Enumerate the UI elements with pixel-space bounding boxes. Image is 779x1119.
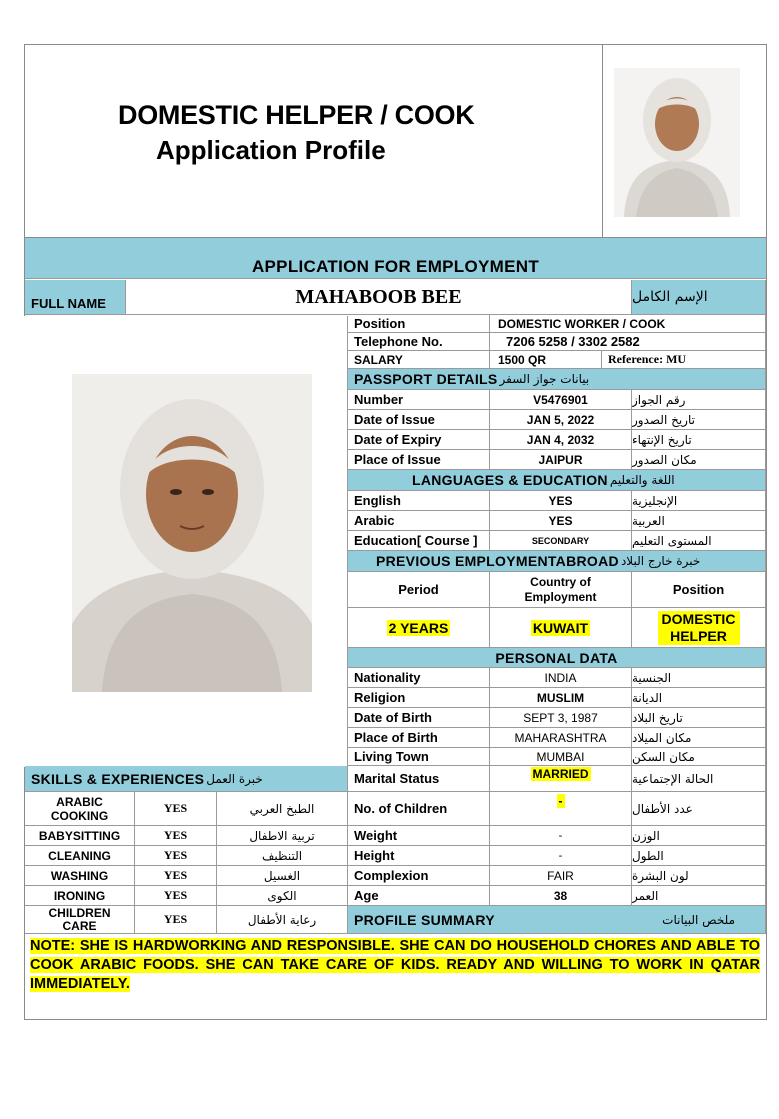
dob-label: Date of Birth — [348, 708, 490, 728]
passport-expiry-value: JAN 4, 2032 — [490, 430, 632, 450]
col-period: Period — [348, 572, 490, 608]
passport-number-value: V5476901 — [490, 390, 632, 410]
skill-children-care-label: CHILDREN CARE — [25, 906, 135, 934]
skill-arabic-cooking-value: YES — [135, 792, 217, 826]
skill-ironing-ar: الكوى — [217, 886, 348, 906]
passport-expiry-label: Date of Expiry — [348, 430, 490, 450]
salary-label: SALARY — [348, 351, 490, 369]
profile-note-text: NOTE: SHE IS HARDWORKING AND RESPONSIBLE. SHE CAN DO HOUSEHOLD CHORES AND ABLE TO COOK ARABIC FOODS. SHE CAN TAKE CARE OF KIDS. READY AND WILLING TO WORK IN QATAR IMMEDIATELY. — [30, 938, 760, 992]
prev-country-cell — [490, 608, 632, 648]
living-town-ar: مكان السكن — [632, 748, 766, 766]
dob-ar: تاريخ البلاد — [632, 708, 766, 728]
prev-position-cell — [632, 608, 766, 648]
header-subtitle: Application Profile — [156, 135, 386, 165]
passport-number-label: Number — [348, 390, 490, 410]
col-position: Position — [632, 572, 766, 608]
marital-label: Marital Status — [348, 766, 490, 792]
complexion-ar: لون البشرة — [632, 866, 766, 886]
education-label: Education[ Course ] — [348, 531, 490, 551]
age-value: 38 — [490, 886, 632, 906]
complexion-label: Complexion — [348, 866, 490, 886]
passport-issue-value: JAN 5, 2022 — [490, 410, 632, 430]
pob-ar: مكان الميلاد — [632, 728, 766, 748]
height-value: - — [490, 846, 632, 866]
prev-country-value: KUWAIT — [532, 619, 589, 636]
skill-arabic-cooking-ar: الطبخ العربي — [217, 792, 348, 826]
children-label: No. of Children — [348, 792, 490, 826]
full-name-value: MAHABOOB BEE — [126, 280, 632, 315]
skill-cleaning-label: CLEANING — [25, 846, 135, 866]
position-label: Position — [348, 315, 490, 333]
pob-value: MAHARASHTRA — [490, 728, 632, 748]
complexion-value: FAIR — [490, 866, 632, 886]
skill-babysitting-label: BABYSITTING — [25, 826, 135, 846]
passport-place-ar: مكان الصدور — [632, 450, 766, 470]
height-label: Height — [348, 846, 490, 866]
weight-ar: الوزن — [632, 826, 766, 846]
skill-children-care-ar: رعاية الأطفال — [217, 906, 348, 934]
arabic-value: YES — [490, 511, 632, 531]
skill-babysitting-ar: تربية الاطفال — [217, 826, 348, 846]
age-label: Age — [348, 886, 490, 906]
skill-ironing-value: YES — [135, 886, 217, 906]
skill-washing-label: WASHING — [25, 866, 135, 886]
english-label: English — [348, 491, 490, 511]
prev-employment-heading-ar: خبرة خارج البلاد — [620, 554, 701, 568]
skill-cleaning-value: YES — [135, 846, 217, 866]
header-divider — [602, 44, 603, 237]
prev-employment-heading-text: PREVIOUS EMPLOYMENTABROAD — [376, 553, 619, 569]
nationality-label: Nationality — [348, 668, 490, 688]
arabic-ar: العربية — [632, 511, 766, 531]
portrait-photo-large — [24, 316, 348, 767]
position-value: DOMESTIC WORKER / COOK — [490, 315, 766, 333]
salary-value: 1500 QR — [490, 351, 602, 369]
passport-heading — [348, 369, 766, 390]
nationality-ar: الجنسية — [632, 668, 766, 688]
living-town-value: MUMBAI — [490, 748, 632, 766]
passport-heading-text: PASSPORT DETAILS — [354, 371, 498, 387]
profile-summary-heading-text: PROFILE SUMMARY — [354, 911, 495, 928]
nationality-value: INDIA — [490, 668, 632, 688]
profile-summary-heading-ar: ملخص البيانات — [662, 912, 735, 927]
religion-ar: الديانة — [632, 688, 766, 708]
skills-heading-text: SKILLS & EXPERIENCES — [31, 770, 205, 787]
english-value: YES — [490, 491, 632, 511]
religion-label: Religion — [348, 688, 490, 708]
children-value: - — [558, 794, 563, 808]
profile-summary-heading — [348, 906, 766, 934]
weight-label: Weight — [348, 826, 490, 846]
passport-issue-label: Date of Issue — [348, 410, 490, 430]
living-town-label: Living Town — [348, 748, 490, 766]
dob-value: SEPT 3, 1987 — [490, 708, 632, 728]
passport-issue-ar: تاريخ الصدور — [632, 410, 766, 430]
portrait-photo-small — [614, 68, 740, 217]
telephone-label: Telephone No. — [348, 333, 490, 351]
education-value: SECONDARY — [490, 531, 632, 551]
height-ar: الطول — [632, 846, 766, 866]
skill-arabic-cooking-label: ARABIC COOKING — [25, 792, 135, 826]
religion-value: MUSLIM — [490, 688, 632, 708]
passport-heading-ar: بيانات جواز السفر — [499, 372, 590, 386]
pob-label: Place of Birth — [348, 728, 490, 748]
application-banner-text: APPLICATION FOR EMPLOYMENT — [251, 257, 540, 276]
weight-value: - — [490, 826, 632, 846]
skill-washing-value: YES — [135, 866, 217, 886]
children-cell — [490, 792, 632, 826]
personal-heading: PERSONAL DATA — [348, 648, 766, 668]
marital-value: MARRIED — [532, 767, 589, 781]
marital-ar: الحالة الإجتماعية — [632, 766, 766, 792]
languages-heading-ar: اللغة والتعليم — [609, 473, 675, 487]
col-country: Country of Employment — [490, 572, 632, 608]
passport-place-value: JAIPUR — [490, 450, 632, 470]
header-title: DOMESTIC HELPER / COOK — [118, 100, 475, 130]
passport-number-ar: رقم الجواز — [632, 390, 766, 410]
full-name-label: FULL NAME — [25, 280, 126, 315]
telephone-value: 7206 5258 / 3302 2582 — [490, 333, 766, 351]
arabic-label: Arabic — [348, 511, 490, 531]
age-ar: العمر — [632, 886, 766, 906]
passport-place-label: Place of Issue — [348, 450, 490, 470]
reference-value: Reference: MU — [602, 351, 766, 369]
children-ar: عدد الأطفال — [632, 792, 766, 826]
skills-heading — [25, 766, 348, 792]
languages-heading — [348, 470, 766, 491]
passport-expiry-ar: تاريخ الإنتهاء — [632, 430, 766, 450]
skill-cleaning-ar: التنظيف — [217, 846, 348, 866]
full-name-label-ar: الإسم الكامل — [632, 280, 766, 315]
skills-heading-ar: خبرة العمل — [206, 771, 263, 786]
prev-employment-heading — [348, 551, 766, 572]
skill-washing-ar: الغسيل — [217, 866, 348, 886]
skill-children-care-value: YES — [135, 906, 217, 934]
marital-cell — [490, 766, 632, 792]
prev-position-value: DOMESTIC HELPER — [658, 611, 740, 645]
prev-period-cell — [348, 608, 490, 648]
skill-ironing-label: IRONING — [25, 886, 135, 906]
english-ar: الإنجليزية — [632, 491, 766, 511]
profile-note — [30, 937, 760, 994]
prev-period-value: 2 YEARS — [388, 619, 449, 636]
languages-heading-text: LANGUAGES & EDUCATION — [412, 472, 608, 488]
skill-babysitting-value: YES — [135, 826, 217, 846]
education-ar: المستوى التعليم — [632, 531, 766, 551]
